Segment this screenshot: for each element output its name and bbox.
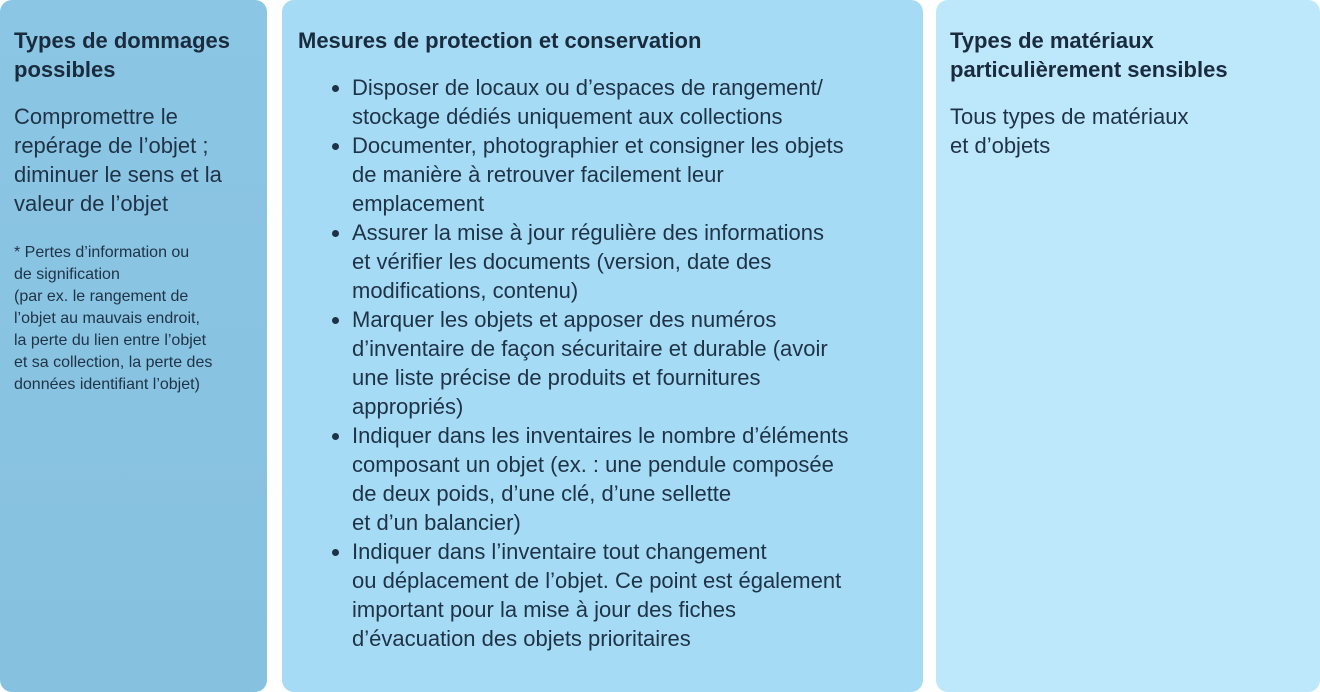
column-damage-types <box>0 0 267 692</box>
protection-measures-list <box>298 73 911 653</box>
list-item: Marquer les objets et apposer des numéros d’inventaire de façon sécuritaire et durable (avoir une liste précise de produits et fournitures appropriés) <box>318 305 911 421</box>
sensitive-materials-heading: Types de matériaux particulièrement sensibles <box>950 28 1228 82</box>
list-item: Indiquer dans l’inventaire tout changement ou déplacement de l’objet. Ce point est également important pour la mise à jour des fiches d’évacuation des objets prioritaires <box>318 537 911 653</box>
damage-types-heading: Types de dommages possibles <box>14 28 230 82</box>
sensitive-materials-body: Tous types de matériaux et d’objets <box>950 104 1189 158</box>
list-item: Disposer de locaux ou d’espaces de rangement/ stockage dédiés uniquement aux collections <box>318 73 911 131</box>
column-sensitive-materials <box>936 0 1320 692</box>
damage-types-body: Compromettre le repérage de l’objet ; diminuer le sens et la valeur de l’objet <box>14 104 222 216</box>
list-item: Documenter, photographier et consigner les objets de manière à retrouver facilement leur emplacement <box>318 131 911 218</box>
column-protection-measures <box>282 0 923 692</box>
damage-types-note: * Pertes d’information ou de signification (par ex. le rangement de l’objet au mauvais endroit, la perte du lien entre l’objet et sa collection, la perte des données identifiant l’objet) <box>14 244 213 393</box>
protection-measures-heading: Mesures de protection et conservation <box>298 28 702 53</box>
list-item: Assurer la mise à jour régulière des informations et vérifier les documents (version, date des modifications, contenu) <box>318 218 911 305</box>
list-item: Indiquer dans les inventaires le nombre d’éléments composant un objet (ex. : une pendule composée de deux poids, d’une clé, d’une sellette et d’un balancier) <box>318 421 911 537</box>
